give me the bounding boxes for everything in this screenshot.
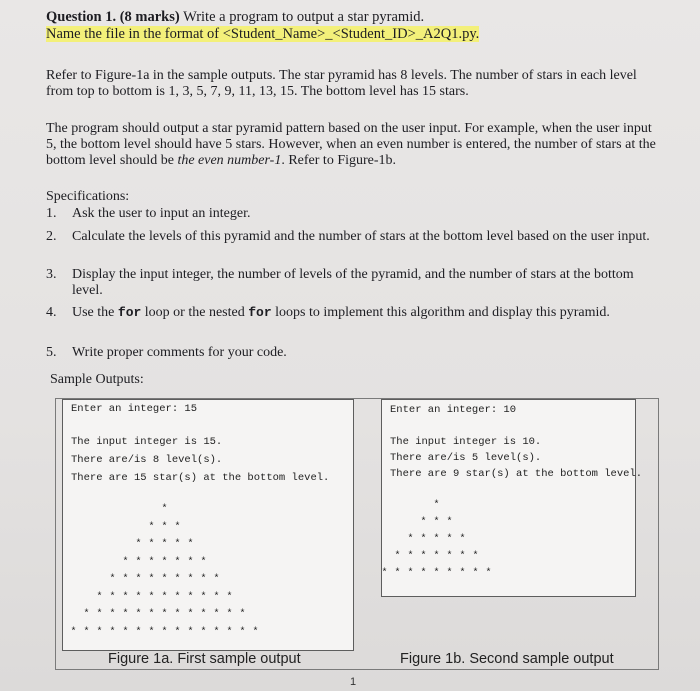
specifications-heading: Specifications: (46, 189, 130, 204)
spec-text-part: loop or the nested (141, 305, 249, 320)
spec-text (72, 305, 662, 321)
paragraph-even-text: The program should output a star pyramid pattern based on the user input. For example, when the user input 5, the bottom level should have 5 stars. However, when an even number is entered, the number of stars at the bottom level should be (46, 121, 656, 168)
paragraph-even-end: . Refer to Figure-1b. (281, 153, 397, 168)
star-row: * * * (420, 517, 454, 528)
star-row: * * * (148, 521, 182, 533)
code-for-keyword: for (117, 305, 142, 320)
star-row: * * * * * * * (122, 556, 208, 568)
code-for-keyword: for (248, 305, 272, 320)
spec-text-part: loops to implement this algorithm and display this pyramid. (271, 305, 610, 320)
console-line: There are 15 star(s) at the bottom level. (71, 472, 330, 484)
spec-text: Calculate the levels of this pyramid and the number of stars at the bottom level based on the user input. (72, 229, 650, 244)
paragraph-figure-1a: Refer to Figure-1a in the sample outputs. The star pyramid has 8 levels. The number of stars in each level from top to bottom is 1, 3, 5, 7, 9, 11, 13, 15. The bottom level has 15 stars. (46, 68, 637, 99)
question-label: Question 1. (8 marks) (46, 9, 180, 25)
star-row: * * * * * * * * * * * * * (83, 609, 247, 620)
console-output-2 (381, 399, 643, 597)
sample-outputs-heading: Sample Outputs: (50, 372, 144, 387)
spec-text-part: Use the (72, 305, 118, 320)
file-name-instruction (46, 26, 479, 43)
star-row: * (161, 504, 169, 515)
star-row: * * * * * (135, 539, 195, 550)
console-prompt: Enter an integer: 10 (390, 404, 517, 416)
spec-text: Write proper comments for your code. (72, 345, 287, 360)
star-row: * * * * * * * * * * * * * * * (70, 626, 260, 638)
question-title (46, 9, 424, 26)
spec-number: 4. (46, 305, 57, 320)
paragraph-even-number (46, 121, 656, 169)
spec-number: 5. (46, 345, 57, 360)
figure-1b-caption: Figure 1b. Second sample output (400, 651, 614, 667)
even-number-emphasis: the even number-1 (177, 153, 282, 168)
console-line: There are 9 star(s) at the bottom level. (390, 468, 643, 480)
spec-text: Ask the user to input an integer. (72, 206, 251, 221)
spec-number: 2. (46, 229, 57, 244)
star-row: * * * * * * * * * * * (96, 591, 234, 603)
console-line: The input integer is 15. (71, 436, 223, 448)
star-row: * * * * * (407, 534, 467, 545)
spec-number: 3. (46, 267, 57, 282)
star-row: * * * * * * * * * (381, 568, 493, 579)
star-row: * * * * * * * * * (109, 574, 221, 585)
star-row: * (433, 500, 441, 511)
console-line: The input integer is 10. (390, 436, 542, 448)
star-row: * * * * * * * (394, 551, 480, 562)
console-line: There are/is 5 level(s). (390, 452, 542, 464)
spec-text: Display the input integer, the number of levels of the pyramid, and the number of stars at the bottom level. (72, 267, 634, 298)
console-prompt: Enter an integer: 15 (71, 403, 198, 415)
highlighted-file-name: Name the file in the format of <Student_Name>_<Student_ID>_A2Q1.py. (46, 26, 480, 42)
spec-number: 1. (46, 206, 57, 221)
figure-1a-caption: Figure 1a. First sample output (108, 651, 301, 667)
page-number: 1 (350, 676, 357, 688)
console-line: There are/is 8 level(s). (71, 454, 223, 466)
question-description: Write a program to output a star pyramid. (179, 9, 425, 25)
console-output-1 (62, 399, 354, 651)
